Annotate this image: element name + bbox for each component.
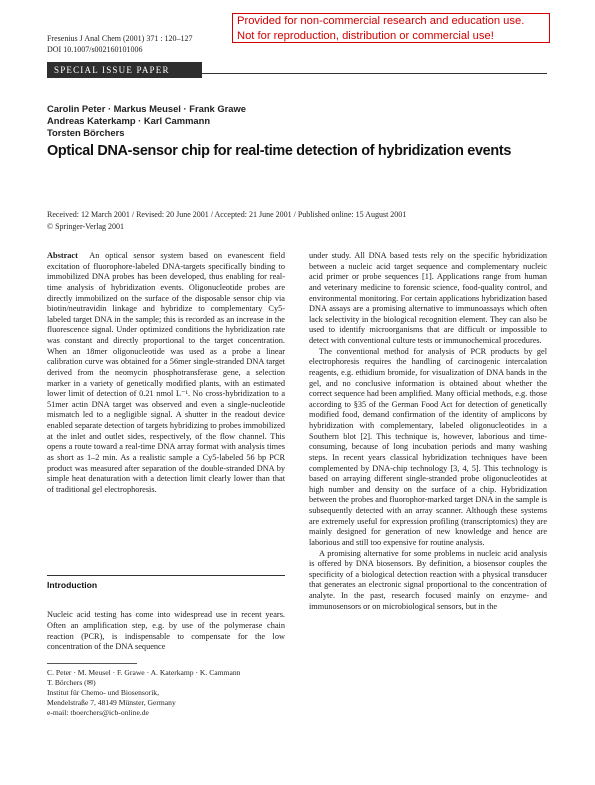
abstract-block (47, 251, 285, 495)
paper-title: Optical DNA-sensor chip for real-time detection of hybridization events (47, 143, 512, 159)
journal-header (47, 33, 193, 55)
footnote-rule (47, 663, 137, 664)
abstract-label: Abstract (47, 251, 78, 260)
abstract-text: An optical sensor system based on evanescent field excitation of fluorophore-labeled DNA-targets specifically binding to immobilized DNA probes has been developed, thus enabling for real-time analysis of hybridization events. Oligonucleotide probes are directly immobilized on the surface of the disposable sensor chip via biotin/neutravidin linkage and hybridize to complementary Cy5-labeled target DNA in the sample; this is recorded as an increase in the fluorescence signal. Under optimized conditions the hybridization rate was constant and directly proportional to the target concentration. When an 18mer oligonucleotide was used as a probe a linear calibration curve was obtained for a 56mer single-stranded DNA target derived from the neomycin phosphotransferase gene, a selection marker in a variety of genetically modified plants, with an estimated lower limit of detection of 0.21 nmol L⁻¹. No cross-hybridization to a 51mer actin DNA target was observed and even a single-nucleotide mismatch led to a negligible signal. A shutter in the readout device enabled separate detection of targets hybridizing to probes immobilized at the inlet and outlet sides, respectively, of the flow channel. This opens a route toward a real-time DNA array format with analysis times as short as 1–2 min. As a realistic sample a Cy5-labeled 56 bp PCR product was measured after separation of the double-stranded DNA by simple heat denaturation with a detection limit clearly lower than that of traditional gel electrophoresis. (47, 251, 285, 494)
notice-line-2: Not for reproduction, distribution or commercial use! (237, 30, 494, 42)
introduction-paragraph: Nucleic acid testing has come into widespread use in recent years. Often an amplification step, e.g. by use of the polymerase chain reaction (PCR), is indispensable to compensate for the low concentration of the DNA sequence (47, 610, 285, 652)
notice-line-1: Provided for non-commercial research and education use. (237, 15, 525, 27)
section-band (47, 62, 547, 78)
affiliation-email: e-mail: tboerchers@icb-online.de (47, 707, 149, 717)
section-rule (202, 73, 547, 74)
introduction-heading: Introduction (47, 580, 98, 590)
journal-citation: Fresenius J Anal Chem (2001) 371 : 120–127 (47, 34, 193, 43)
publication-history (47, 209, 406, 232)
right-column (309, 251, 547, 612)
introduction-text (47, 602, 285, 661)
affiliation-line-3: Institut für Chemo- und Biosensorik, (47, 687, 160, 697)
body-paragraph-3: A promising alternative for some problems in nucleic acid analysis is offered by DNA biosensors. By definition, a biosensor couples the specificity of a biological detection reaction with a physical transducer that generates an electronic signal proportional to the concentration of analyte. In the past, research focused mainly on enzyme- and immunosensors or on microbiological sensors, but in the (309, 548, 547, 611)
copyright-notice-box (232, 13, 550, 43)
section-label: SPECIAL ISSUE PAPER (47, 62, 202, 78)
affiliation-line-1: C. Peter · M. Meusel · F. Grawe · A. Katerkamp · K. Cammann (47, 668, 241, 677)
journal-doi: DOI 10.1007/s002160101006 (47, 45, 143, 54)
introduction-rule (47, 575, 285, 576)
author-line-2: Andreas Katerkamp · Karl Cammann (47, 114, 211, 126)
body-paragraph-1: under study. All DNA based tests rely on the specific hybridization between a nucleic acid target sequence and complementary nucleic acid primer or probe sequences [1]. Applications range from human and veterinary medicine to forensic science, food-quality control, and environmental monitoring. For certain applications hybridization based DNA assays are a promising alternative to immunoassays which often lack selectivity in the biological recognition element. They can also be used to identify microorganisms that are difficult or impossible to detect with conventional culture tests or immunochemical procedures. (309, 251, 547, 345)
author-line-1: Carolin Peter · Markus Meusel · Frank Grawe (47, 103, 247, 114)
author-list (47, 103, 246, 138)
author-line-3: Torsten Börchers (47, 126, 125, 138)
copyright-line: © Springer-Verlag 2001 (47, 221, 125, 231)
author-affiliation (47, 668, 240, 718)
affiliation-line-4: Mendelstraße 7, 48149 Münster, Germany (47, 697, 176, 707)
body-paragraph-2: The conventional method for analysis of PCR products by gel electrophoresis requires the handling of carcinogenic intercalation reagents, e.g. ethidium bromide, for visualization of DNA bands in the gel, and no conclusive information is obtained about whether the correct sequence had been amplified. Many official methods, e.g. those according to §35 of the German Food Act for detection of genetically modified food, demand confirmation of the identity of amplicons by hybridization with complementary, labeled oligonucleotides in a Southern blot [2]. This technique is, however, laborious and time-consuming, because of long incubation periods and many washing steps. In recent years classical hybridization techniques have been complemented by DNA-chip technology [3, 4, 5]. This technology is based on arraying different single-stranded probe oligonucleotides at high number and density on the surface of a chip. Hybridization between the probes and fluorophor-marked target DNA in the sample is subsequently detected with an array scanner. Although these systems are extremely useful for expression profiling (transcriptomics) they are mainly designed for generation of new knowledge and hence are laborious and still too expensive for routine analysis. (309, 346, 547, 547)
affiliation-line-2: T. Börchers (✉) (47, 677, 96, 687)
received-dates: Received: 12 March 2001 / Revised: 20 June 2001 / Accepted: 21 June 2001 / Published online: 15 August 2001 (47, 210, 407, 219)
